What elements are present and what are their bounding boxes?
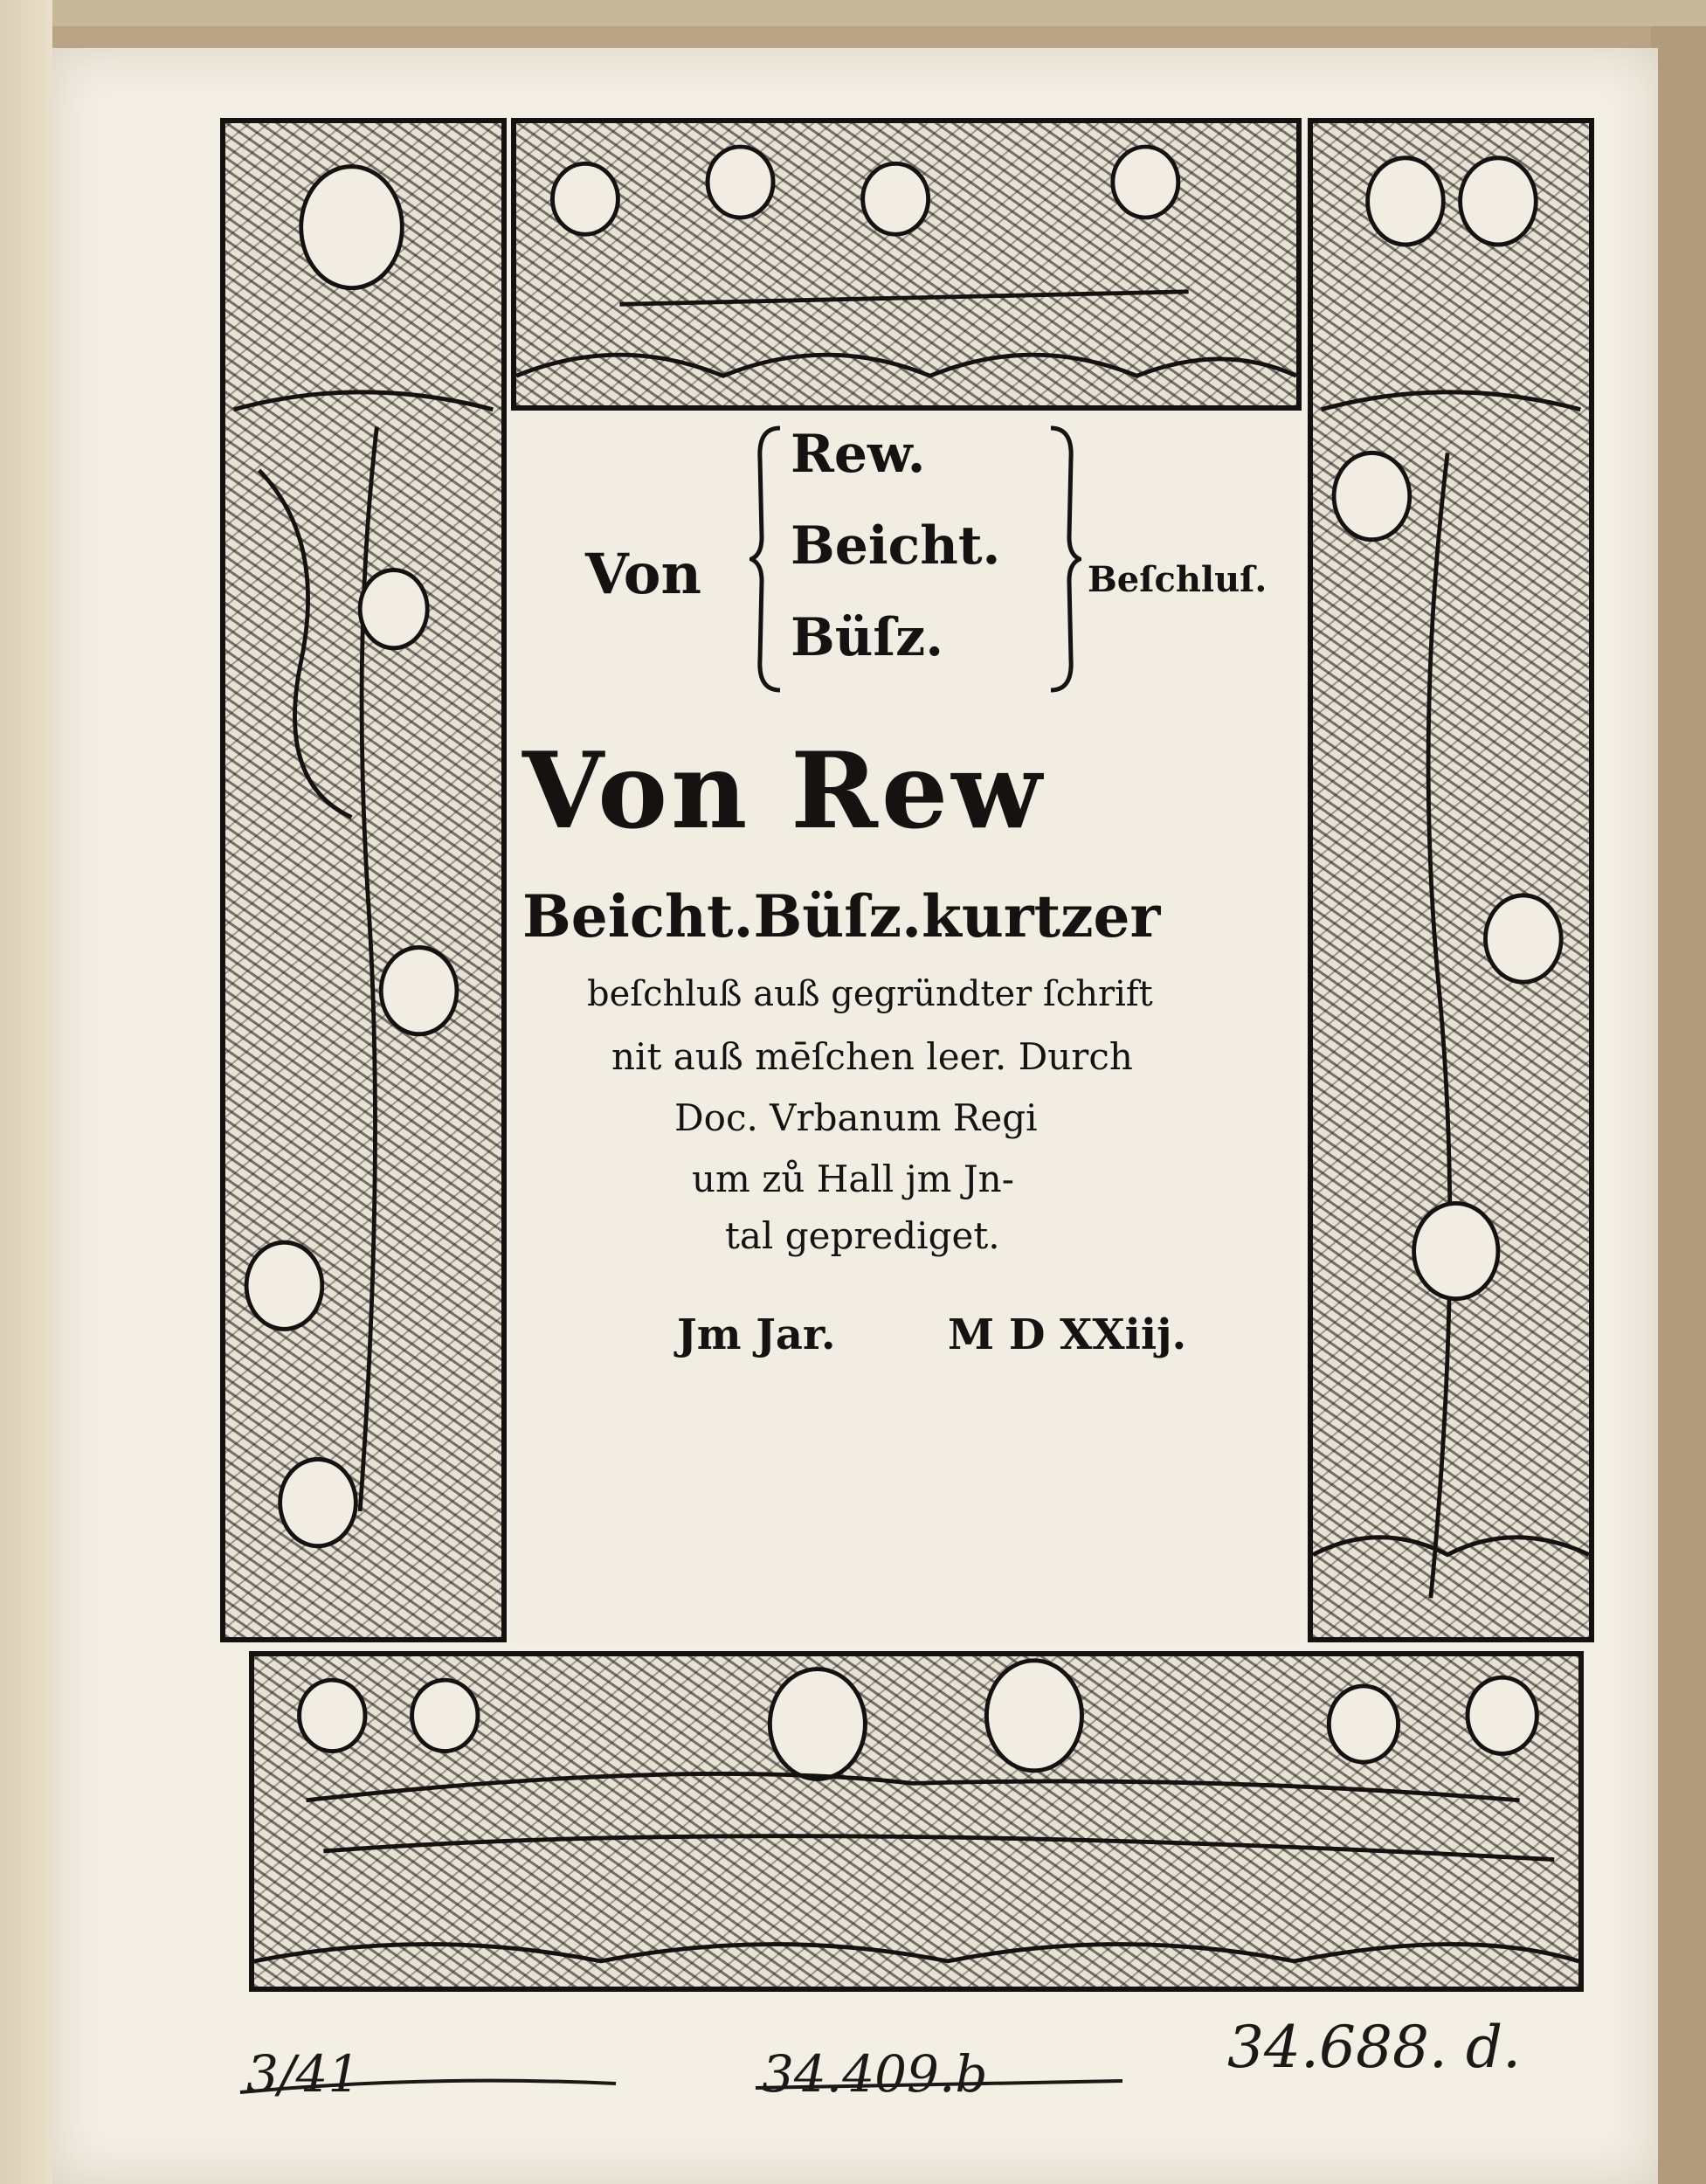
heading-line-3: beſchluß auß gegründter ſchrift bbox=[587, 974, 1153, 1014]
heading-line-4: nit auß mēſchen leer. Durch bbox=[611, 1035, 1133, 1078]
brace-item-buesz: Büſz. bbox=[791, 607, 944, 668]
heading-line-5: Doc. Vrbanum Regi bbox=[674, 1096, 1038, 1139]
von-word: Von bbox=[585, 542, 701, 607]
heading-line-7: tal geprediget. bbox=[725, 1214, 1000, 1257]
shelfmark-old-1: 3/41 bbox=[246, 2044, 361, 2104]
strike-old-1 bbox=[236, 2057, 620, 2110]
right-brace bbox=[1046, 424, 1081, 695]
heading-line-6: um zů Hall jm Jn- bbox=[692, 1158, 1014, 1200]
heading-line-2: Beicht.Büſz.kurtzer bbox=[522, 882, 1161, 950]
strike-old-2 bbox=[751, 2062, 1127, 2105]
heading-line-1: Von Rew bbox=[522, 729, 1046, 853]
shelfmark-current: 34.688. d. bbox=[1227, 2014, 1522, 2081]
woodcut-bottom-border bbox=[249, 1651, 1584, 1992]
brace-item-beicht: Beicht. bbox=[791, 515, 1001, 577]
woodcut-top-border bbox=[511, 118, 1302, 411]
brace-item-rew: Rew. bbox=[791, 424, 926, 485]
imprint-year: M D XXiij. bbox=[948, 1310, 1187, 1359]
cover-board-right bbox=[1651, 26, 1706, 2184]
shelfmark-old-2: 34.409.b bbox=[762, 2044, 988, 2104]
left-brace bbox=[749, 424, 784, 695]
gutter bbox=[0, 0, 52, 2184]
imprint-label: Jm Jar. bbox=[677, 1310, 836, 1359]
woodcut-right-border bbox=[1308, 118, 1594, 1642]
woodcut-left-border bbox=[220, 118, 507, 1642]
beschluss-word: Beſchluſ. bbox=[1088, 559, 1267, 600]
